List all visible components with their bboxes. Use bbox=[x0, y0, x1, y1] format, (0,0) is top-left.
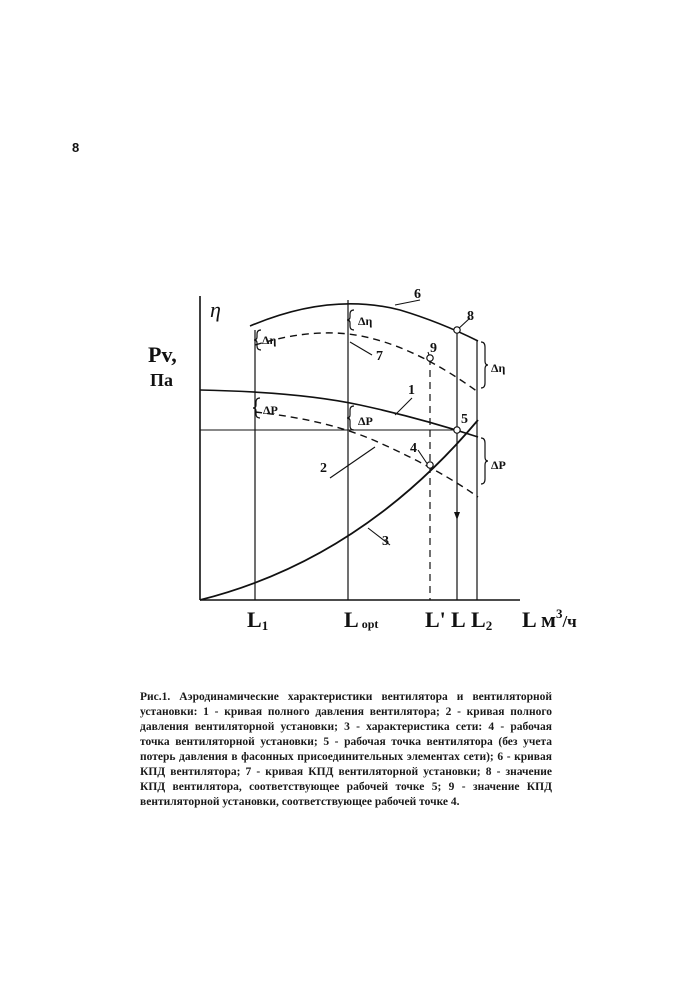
leader-1 bbox=[395, 398, 412, 415]
delta-p-right-label: ΔP bbox=[491, 458, 506, 472]
label-5: 5 bbox=[461, 412, 468, 427]
point-8-marker bbox=[454, 327, 460, 333]
curve-7-installation-efficiency bbox=[255, 333, 478, 392]
label-4: 4 bbox=[410, 441, 417, 456]
pa-axis-label: Па bbox=[150, 370, 174, 390]
tick-lprime: L' bbox=[425, 607, 446, 632]
tick-l1: L1 bbox=[247, 607, 269, 633]
label-3: 3 bbox=[382, 534, 389, 549]
label-2: 2 bbox=[320, 461, 327, 476]
label-6: 6 bbox=[414, 287, 421, 302]
delta-eta-mid-label: Δη bbox=[358, 314, 373, 328]
delta-p-left-label: ΔP bbox=[263, 403, 278, 417]
tick-lopt: Lopt bbox=[344, 607, 379, 632]
x-unit-label: L $м^3_{/ч}$ bbox=[522, 606, 577, 632]
page-number: 8 bbox=[72, 140, 80, 155]
tick-l: L bbox=[451, 607, 466, 632]
delta-p-mid-label: ΔP bbox=[358, 414, 373, 428]
leader-7 bbox=[350, 342, 372, 355]
curve-3-network-characteristic bbox=[200, 420, 478, 600]
label-9: 9 bbox=[430, 341, 437, 356]
leader-2 bbox=[330, 447, 375, 478]
delta-eta-right-label: Δη bbox=[491, 361, 506, 375]
pv-axis-label: Pv, bbox=[148, 342, 177, 367]
figure-caption: Рис.1. Аэродинамические характеристики вентилятора и вентиляторной установки: 1 - кривая полного давления вентилятора; 2 - кривая полного давления вентиляторной установки; 3 - характеристика сети: 4 - рабочая точка вентиляторной установки; 5 - рабочая точка вентилятора (без учета потерь давления в фасонных присоединительных элементах сети); 6 - кривая КПД вентилятора; 7 - кривая КПД вентиляторной установки; 8 - значение КПД вентилятора, соответствующее рабочей точке 5; 9 - значение КПД вентиляторной установки, соответствующее рабочей точке 4. bbox=[140, 691, 552, 808]
eta-axis-label: η bbox=[210, 297, 221, 322]
tick-l2: L2 bbox=[471, 607, 493, 633]
label-7: 7 bbox=[376, 349, 383, 364]
label-8: 8 bbox=[467, 309, 474, 324]
l-up-arrow-icon bbox=[454, 512, 460, 520]
brace-p-left bbox=[253, 398, 260, 418]
delta-eta-left-label: Δη bbox=[262, 333, 277, 347]
point-4-marker bbox=[427, 462, 433, 468]
label-1: 1 bbox=[408, 383, 415, 398]
point-5-marker bbox=[454, 427, 460, 433]
brace-p-right bbox=[481, 438, 488, 484]
brace-eta-right bbox=[481, 342, 488, 388]
